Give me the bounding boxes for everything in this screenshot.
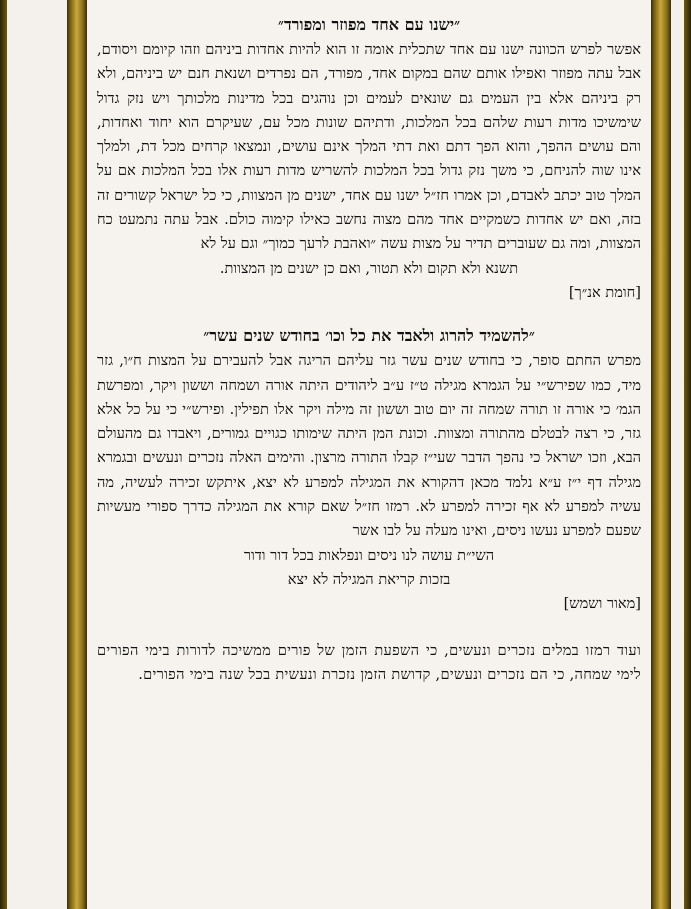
section2-line-2: השי״ת עושה לנו ניסים ונפלאות בכל דור ודור xyxy=(243,546,495,564)
section1-source: [חומת אנ״ך] xyxy=(568,283,641,301)
section-gap xyxy=(97,305,641,325)
article-content xyxy=(97,14,641,687)
section2-title: ״להשמיד להרוג ולאבד את כל וכו׳ בחודש שנים עשר״ xyxy=(203,326,535,346)
section1-title: ״ישנו עם אחד מפוזר ומפורד״ xyxy=(277,15,461,34)
section-gap xyxy=(97,617,641,639)
section2-paragraph: מפרש החתם סופר, כי בחודש שנים עשר גזר עליהם הריגה אבל להעבירם על המצות ח״ו, גזר מיד, כמו שפירש״י על הגמרא מגילה ט״ז ע״ב ליהודים היתה אורה ושמחה וששון ויקר, ומפרשת הגמ׳ כי אורה זו תורה שמחה זה יום טוב וששון זה מילה ויקר אלו תפילין. ופירש״י כי על כל אלא גזר, כי רצה לבטלם מהתורה ומצוות. וכונת המן היתה שימותו כגויים גמורים, ויאבדו גם מהעולם הבא, וזכו ישראל כי נהפך הדבר שעי״ז קבלו התורה מרצון. והימים האלה נזכרים ונעשים ובגמרא מגילה דף י״ז ע״א נלמד מכאן דהקורא את המגילה למפרע לא יצא, איתקש זכירה לעשיה, מה עשיה למפרע לא אף זכירה למפרע לא. רמזו חז״ל שאם קורא את המגילה כדרך ספורי מעשיות שפעם למפרע נעשו ניסים, ואינו מעלה על לבו אשר xyxy=(97,352,641,540)
border-right-edge xyxy=(684,0,691,909)
section2-source: [מאור ושמש] xyxy=(563,595,641,613)
section1-last-line: תשנא ולא תקום ולא תטור, ואם כן ישנים מן המצוות. xyxy=(219,259,519,277)
gold-pillar-right xyxy=(651,0,671,909)
border-left-edge xyxy=(0,0,7,909)
section1-paragraph: אפשר לפרש הכוונה ישנו עם אחד שתכלית אומה זו הוא להיות אחדות ביניהם וזהו קיומם ויסודם, אבל עתה מפוזר ואפילו אותם שהם במקום אחד, מפורד, הם נפרדים ושנאת חנם יש ביניהם, ולא רק ביניהם אלא בין העמים גם שונאים לעמים וכן נוהגים בכל מדינות מלכותך ויש נזק גדול שימשיכו מדות רעות שלהם בכל המלכות, ודתיהם שונות מכל עם, שעיקרם הוא יחוד ואחדות, והם עושים ההפך, והוא הפך דתם ואת דתי המלך אינם עושים, ונמצאו קרחים מכל דת, ולמלך אינו שוה להניחם, כי משך נזק גדול בכל המלכות להשריש מדות רעות אלו בכל המלכות אם על המלך טוב יכתב לאבדם, וכן אמרו חז״ל ישנו עם אחד, ישנים מן המצוות, כי כל ישראל קשורים זה בזה, ואם יש אחדות כשמקיים אחד מהם מצוה נחשב כאילו קימוה כולם. אבל עתה נתמעט כח המצוות, ומה גם שעוברים תדיר על מצות עשה ״ואהבת לרעך כמוך״ וגם על לא xyxy=(97,41,641,253)
page-sheet xyxy=(87,0,651,909)
gold-pillar-left xyxy=(67,0,87,909)
section2-line-3: בזכות קריאת המגילה לא יצא xyxy=(287,570,451,588)
section3-paragraph: ועוד רמזו במלים נזכרים ונעשים, כי השפעת הזמן של פורים ממשיכה לדורות בימי הפורים לימי שמחה, כי הם נזכרים ונעשים, קדושת הזמן נזכרת ונעשית בכל שנה בימי הפורים. xyxy=(97,641,641,683)
